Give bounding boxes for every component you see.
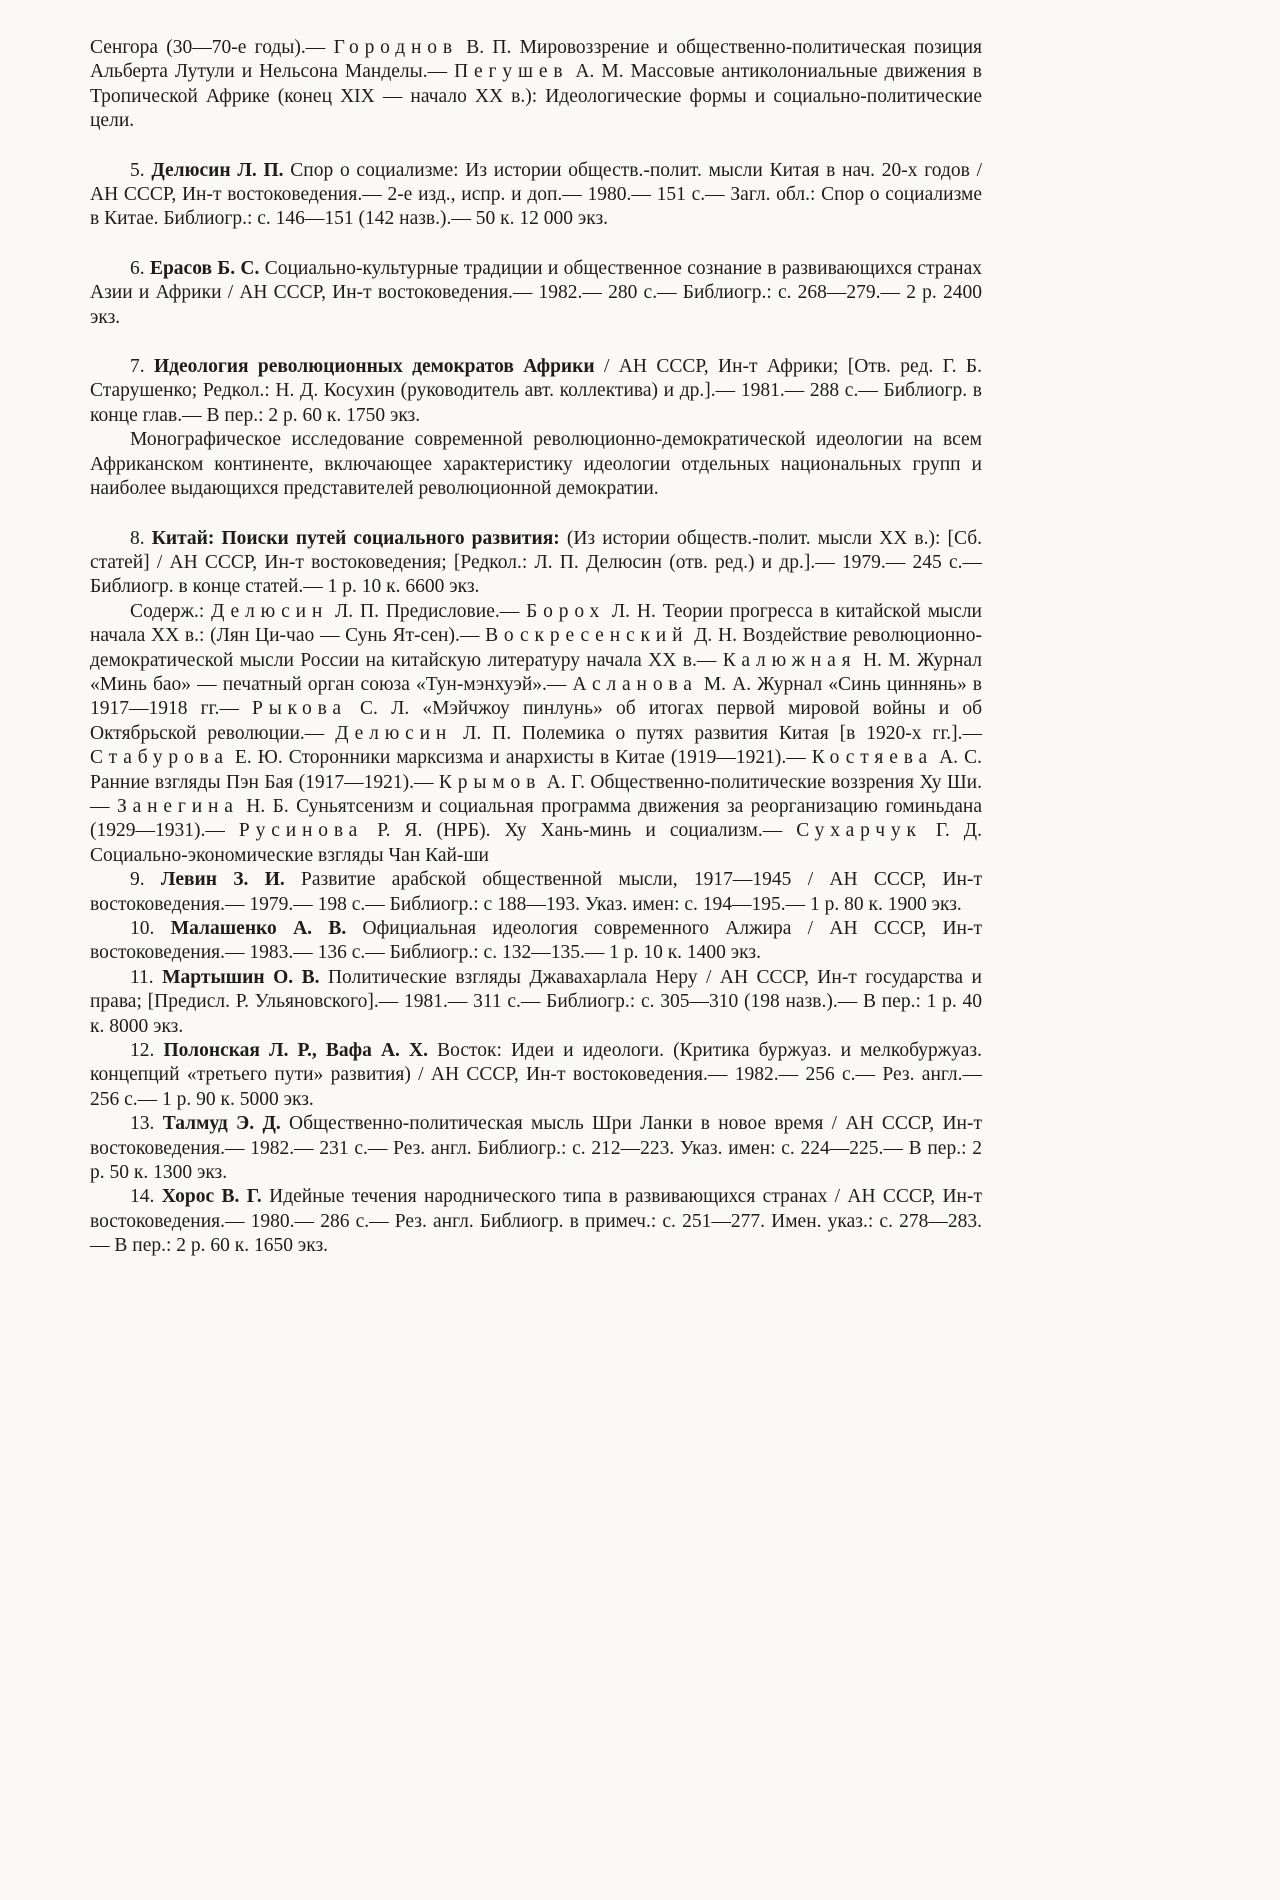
text-run: В. П. Мировоззрение и общественно-политическая позиция Альберта Лутули и Нельсона Манделы.— bbox=[90, 37, 982, 83]
entry-8 bbox=[90, 527, 982, 600]
text-run: / АН СССР, Ин-т Африки; [Отв. ред. Г. Б. Старушенко; Редкол.: Н. Д. Косухин (руководитель авт. коллектива) и др.].— 1981.— 288 с.— Библиогр. в конце глав.— В пер.: 2 р. 60 к. 1750 экз. bbox=[90, 356, 983, 426]
spaced-author-name: Костяева bbox=[811, 747, 934, 769]
spaced-author-name: Стабурова bbox=[90, 747, 229, 769]
text-run: Общественно-политическая мысль Шри Ланки в новое время / АН СССР, Ин-т востоковедения.— 1982.— 231 с.— Рез. англ. Библиогр.: с. 212—223. Указ. имен: с. 224—225.— В пер.: 2 р. 50 к. 1300 экз. bbox=[90, 1113, 982, 1184]
text-run: С. Л. «Мэйчжоу пинлунь» об итогах первой мировой войны и об Октябрьской революции.— bbox=[90, 698, 983, 744]
entry-heading: Полонская Л. Р., Вафа А. Х. bbox=[163, 1040, 428, 1062]
entry-10 bbox=[90, 917, 982, 966]
text-run: 10. bbox=[130, 918, 171, 939]
entry-heading: Делюсин Л. П. bbox=[151, 159, 284, 181]
entry-heading: Талмуд Э. Д. bbox=[162, 1113, 281, 1135]
text-run: Монографическое исследование современной революционно-демократической идеологии на всем Африканском континенте, включающее характеристику идеологии отдельных национальных групп и наиболее выдающихся представителей революционной демократии. bbox=[90, 429, 982, 500]
text-run: Развитие арабской общественной мысли, 1917—1945 / АН СССР, Ин-т востоковедения.— 1979.— 198 с.— Библиогр.: с 188—193. Указ. имен: с. 194—195.— 1 р. 80 к. 1900 экз. bbox=[90, 869, 982, 915]
text-run: 13. bbox=[130, 1113, 163, 1135]
spaced-author-name: Делюсин bbox=[335, 722, 453, 744]
text-run: Л. П. Полемика о путях развития Китая [в 1920-х гг.].— bbox=[452, 722, 982, 744]
text-run: Л. Н. Теории прогресса в китайской мысли начала XX в.: (Лян Ци-чао — Сунь Ят-сен).— bbox=[90, 600, 982, 647]
entry-8-contents bbox=[90, 600, 982, 868]
text-run: Социально-культурные традиции и общественное сознание в развивающихся странах Азии и Африки / АН СССР, Ин-т востоковедения.— 1982.— 280 с.— Библиогр.: с. 268—279.— 2 р. 2400 экз. bbox=[90, 257, 983, 328]
entry-11 bbox=[90, 966, 982, 1039]
spaced-author-name: Борох bbox=[526, 600, 606, 622]
entry-heading: Китай: Поиски путей социального развития: bbox=[151, 527, 560, 549]
text-run: Г. Д. Социально-экономические взгляды Чан Кай-ши bbox=[90, 820, 982, 866]
spaced-author-name: Рыкова bbox=[252, 698, 347, 720]
entry-heading: Хорос В. Г. bbox=[161, 1186, 262, 1208]
spaced-author-name: Воскресенский bbox=[485, 625, 689, 647]
text-run: Н. М. Журнал «Минь бао» — печатный орган союза «Тун-мэнхуэй».— bbox=[90, 649, 982, 695]
entry-9 bbox=[90, 868, 982, 917]
entry-5 bbox=[90, 159, 982, 232]
entry-heading: Ерасов Б. С. bbox=[149, 257, 260, 279]
spaced-author-name: Калюжная bbox=[722, 649, 857, 671]
entry-13 bbox=[90, 1112, 982, 1185]
text-run: Идейные течения народнического типа в развивающихся странах / АН СССР, Ин-т востоковедения.— 1980.— 286 с.— Рез. англ. Библиогр. в примеч.: с. 251—277. Имен. указ.: с. 278—283.— В пер.: 2 р. 60 к. 1650 экз. bbox=[90, 1186, 983, 1257]
text-run: А. С. Ранние взгляды Пэн Бая (1917—1921).— bbox=[90, 747, 983, 793]
entry-heading: Левин З. И. bbox=[160, 869, 285, 891]
text-run: 14. bbox=[130, 1186, 162, 1208]
text-run: М. А. Журнал «Синь циннянь» в 1917—1918 гг.— bbox=[90, 673, 982, 720]
continuation-paragraph bbox=[90, 36, 982, 134]
text-run: А. Г. Общественно-политические воззрения Ху Ши.— bbox=[90, 771, 982, 817]
entry-heading: Малашенко А. В. bbox=[170, 918, 347, 939]
entry-heading: Идеология революционных демократов Африки bbox=[154, 356, 595, 378]
entry-12 bbox=[90, 1039, 982, 1112]
spaced-author-name: Крымов bbox=[438, 771, 542, 793]
entry-6 bbox=[90, 257, 982, 330]
text-run: Н. Б. Суньятсенизм и социальная программа движения за реорганизацию гоминьдана (1929—1931).— bbox=[90, 795, 983, 842]
spaced-author-name: Городнов bbox=[333, 37, 458, 58]
text-run: 5. bbox=[130, 159, 152, 181]
text-run: Р. Я. (НРБ). Ху Хань-минь и социализм.— bbox=[363, 820, 797, 842]
text-run: Е. Ю. Сторонники марксизма и анархисты в Китае (1919—1921).— bbox=[228, 747, 812, 769]
text-run: Содерж.: bbox=[130, 600, 212, 622]
text-run: 7. bbox=[130, 356, 154, 378]
text-run: 11. bbox=[130, 966, 163, 988]
text-run: Официальная идеология современного Алжира / АН СССР, Ин-т востоковедения.— 1983.— 136 с.— Библиогр.: с. 132—135.— 1 р. 10 к. 1400 экз. bbox=[90, 918, 983, 964]
spaced-author-name: Делюсин bbox=[211, 600, 329, 622]
spaced-author-name: Занегина bbox=[116, 795, 239, 817]
spaced-author-name: Русинова bbox=[238, 820, 364, 842]
text-run: А. М. Массовые антиколониальные движения в Тропической Африке (конец XIX — начало XX в.): Идеологические формы и социально-политические цели. bbox=[90, 61, 982, 132]
spaced-author-name: Асланова bbox=[572, 673, 698, 695]
text-run: 6. bbox=[130, 257, 150, 279]
text-run: Сенгора (30—70-е годы).— bbox=[90, 37, 334, 58]
text-run: 9. bbox=[130, 869, 161, 891]
text-run: Восток: Идеи и идеологи. (Критика буржуаз. и мелкобуржуаз. концепций «третьего пути» развития) / АН СССР, Ин-т востоковедения.— 1982.— 256 с.— Рез. англ.— 256 с.— 1 р. 90 к. 5000 экз. bbox=[90, 1040, 982, 1110]
entry-heading: Мартышин О. В. bbox=[162, 966, 320, 988]
text-run: Политические взгляды Джавахарлала Неру / АН СССР, Ин-т государства и права; [Предисл. Р. Ульяновского].— 1981.— 311 с.— Библиогр.: с. 305—310 (198 назв.).— В пер.: 1 р. 40 к. 8000 экз. bbox=[90, 966, 982, 1037]
entry-7 bbox=[90, 355, 982, 428]
spaced-author-name: Пегушев bbox=[454, 61, 569, 83]
text-run: Л. П. Предисловие.— bbox=[328, 600, 527, 622]
text-run: 8. bbox=[130, 527, 152, 549]
entry-7-annotation bbox=[90, 428, 982, 501]
text-run: Д. Н. Воздействие революционно-демократической мысли России на китайскую литературу начала XX в.— bbox=[90, 625, 982, 671]
text-run: Спор о социализме: Из истории обществ.-полит. мысли Китая в нач. 20-х годов / АН СССР, Ин-т востоковедения.— 2-е изд., испр. и доп.— 1980.— 151 с.— Загл. обл.: Спор о социализме в Китае. Библиогр.: с. 146—151 (142 назв.).— 50 к. 12 000 экз. bbox=[90, 159, 982, 230]
spaced-author-name: Сухарчук bbox=[796, 820, 922, 842]
text-run: (Из истории обществ.-полит. мысли XX в.): [Сб. статей] / АН СССР, Ин-т востоковедения; [Редкол.: Л. П. Делюсин (отв. ред.) и др.].— 1979.— 245 с.— Библиогр. в конце статей.— 1 р. 10 к. 6600 экз. bbox=[90, 527, 982, 598]
text-run: 12. bbox=[130, 1040, 164, 1062]
entry-14 bbox=[90, 1185, 982, 1258]
